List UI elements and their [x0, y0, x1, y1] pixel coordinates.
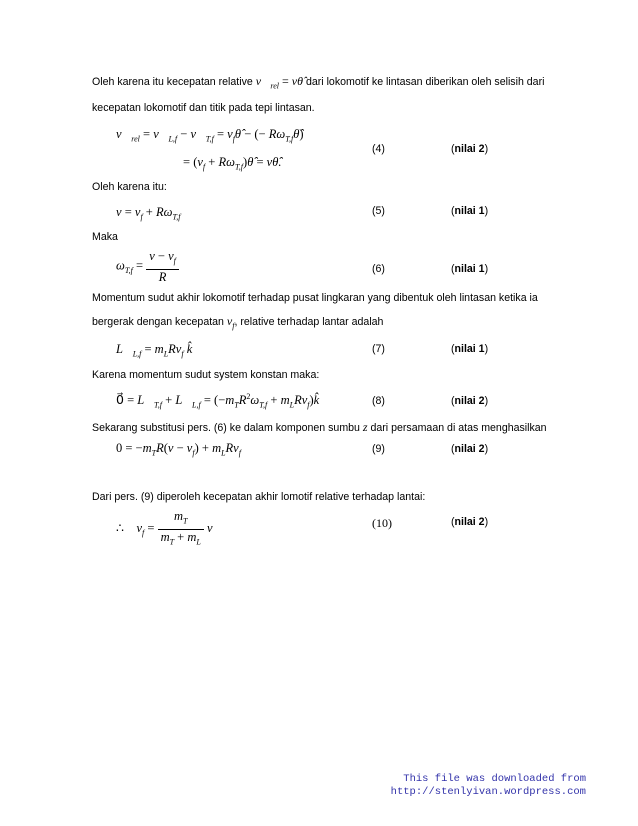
footer-download-note	[391, 773, 586, 799]
equation-8-score: (nilai 2)	[451, 395, 489, 407]
momentum-line-1: Momentum sudut akhir lokomotif terhadap pusat lingkaran yang dibentuk oleh lintasan ketika ia	[92, 292, 538, 304]
equation-7-number: (7)	[372, 343, 385, 355]
substitusi-line: Sekarang substitusi pers. (6) ke dalam komponen sumbu z dari persamaan di atas menghasilkan	[92, 420, 547, 434]
equation-6-score: (nilai 1)	[451, 263, 489, 275]
intro-text-2: dari lokomotif ke lintasan diberikan oleh selisih dari	[305, 76, 545, 88]
footer-line-1: This file was downloaded from	[403, 773, 586, 785]
intro-text-1: Oleh karena itu kecepatan relative	[92, 76, 253, 88]
equation-9: $0 = -m_TR(v - v_f) + m_LRv_f$	[116, 441, 241, 458]
equation-4-line-2: = ($v_f$ + $R\omega_{T,f})\thetâ$ = vθ̂.	[183, 155, 282, 172]
inline-eq-vrel: $v⃗_{rel}$ = vθ̂	[255, 74, 304, 91]
equation-8-number: (8)	[372, 395, 385, 407]
equation-10-score: (nilai 2)	[451, 516, 489, 528]
equation-4-score: (nilai 2)	[451, 143, 489, 155]
equation-7-score: (nilai 1)	[451, 343, 489, 355]
equation-5: $v = v_f + R\omega_{T,f}$	[116, 205, 181, 222]
intro-line-1	[92, 74, 562, 93]
footer-url-link[interactable]: http://stenlyivan.wordpress.com	[390, 786, 586, 798]
equation-10-number: (10)	[372, 516, 392, 530]
equation-5-score: (nilai 1)	[451, 205, 489, 217]
oleh-karena-itu-label: Oleh karena itu:	[92, 181, 167, 193]
equation-4-number: (4)	[372, 143, 385, 155]
momentum-line-2: bergerak dengan kecepatan $v_f$, relative terhadap lantar adalah	[92, 314, 384, 331]
equation-5-number: (5)	[372, 205, 385, 217]
equation-4-line-1: $v⃗_{rel}$ = $v⃗_{L,f}$ − $v⃗_{T,f}$ = $v_f\thetâ$ − (− $R\omega_{T,f}\thetâ$)	[116, 127, 304, 144]
equation-10: ∴ $v_f$ = $\frac{m_T}{m_T + m_L}$ v	[116, 509, 213, 546]
dari-pers-label: Dari pers. (9) diperoleh kecepatan akhir lomotif relative terhadap lantai:	[92, 491, 426, 503]
equation-9-number: (9)	[372, 443, 385, 455]
equation-7: $L⃗_{L,f} = m_LRv_f$ k̂	[116, 342, 193, 359]
intro-line-2: kecepatan lokomotif dan titik pada tepi lintasan.	[92, 102, 315, 114]
equation-8: 0⃗ = $L⃗_{T,f}$ + $L⃗_{L,f} = (-m_TR^2\omega_{T,f}$ + $m_LRv_f)k̂$	[116, 392, 320, 410]
equation-6: $\omega_{T,f}$ = $\frac{v - v_f}{R}$	[116, 249, 179, 285]
equation-6-number: (6)	[372, 263, 385, 275]
konstan-label: Karena momentum sudut system konstan maka:	[92, 369, 320, 381]
maka-label: Maka	[92, 231, 118, 243]
equation-9-score: (nilai 2)	[451, 443, 489, 455]
